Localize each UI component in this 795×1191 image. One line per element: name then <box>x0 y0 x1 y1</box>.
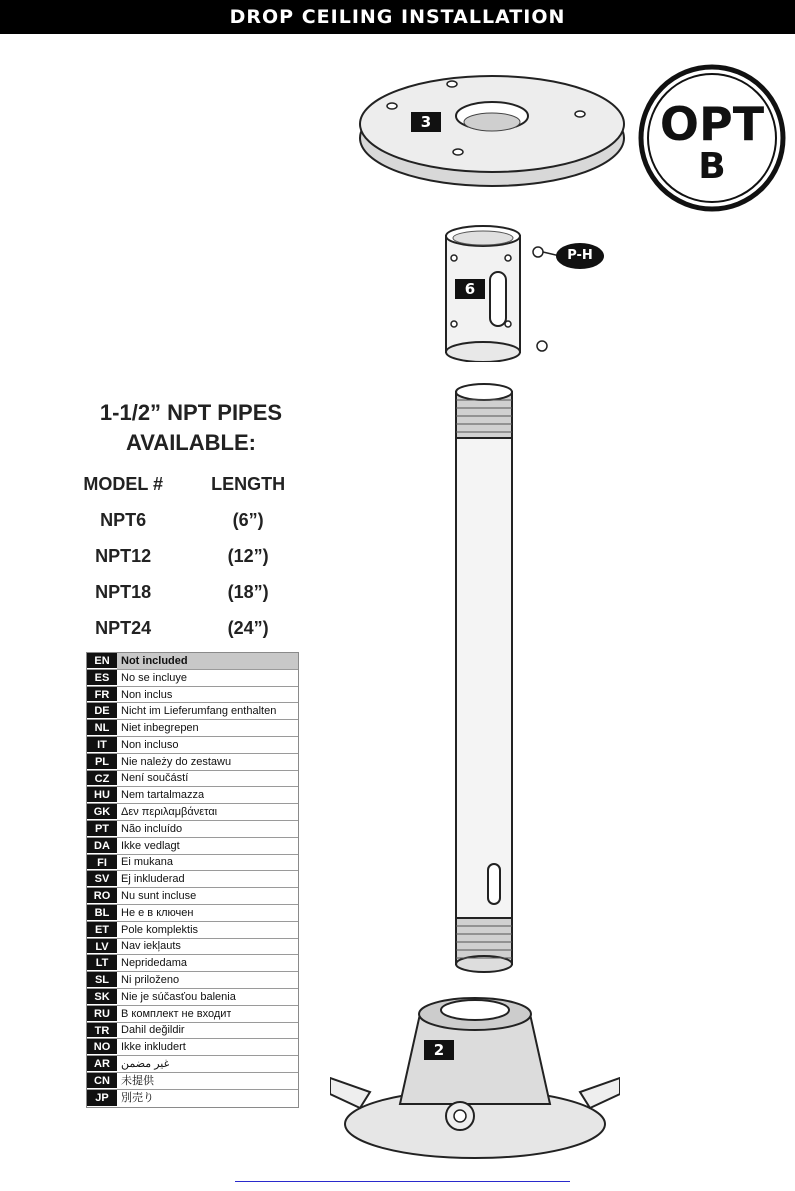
language-code: ET <box>87 922 117 938</box>
language-text: Nepridedama <box>121 957 188 970</box>
language-text: Ni priloženo <box>121 974 180 987</box>
language-text: Nu sunt incluse <box>121 890 197 903</box>
opt-badge-line2: B <box>698 146 726 187</box>
pipe-illustration <box>448 380 520 980</box>
language-code: JP <box>87 1090 117 1107</box>
not-included-language-table <box>86 652 299 1108</box>
language-code: FI <box>87 855 117 871</box>
ceiling-mount-base-illustration <box>330 984 620 1164</box>
pipe-model: NPT24 <box>95 617 152 638</box>
language-row <box>87 955 298 972</box>
part-3-label: 3 <box>411 112 441 132</box>
language-text: Non incluso <box>121 738 179 751</box>
language-row <box>87 871 298 888</box>
language-row <box>87 1056 298 1073</box>
language-code: SK <box>87 989 117 1005</box>
language-text: Nie je súčasťou balenia <box>121 990 236 1003</box>
npt-pipe-row <box>66 502 316 538</box>
npt-pipe-row <box>66 610 316 646</box>
language-row <box>87 1006 298 1023</box>
language-row <box>87 1039 298 1056</box>
language-code: CN <box>87 1073 117 1089</box>
footer-link-underline <box>235 1181 570 1182</box>
language-text: Nem tartalmazza <box>121 789 205 802</box>
language-code: TR <box>87 1023 117 1039</box>
part-2-label: 2 <box>424 1040 454 1060</box>
language-row <box>87 888 298 905</box>
language-row <box>87 720 298 737</box>
language-row <box>87 754 298 771</box>
pipe-length: (18”) <box>227 581 269 602</box>
language-code: NL <box>87 720 117 736</box>
part-6-label: 6 <box>455 279 485 299</box>
language-text: Не е в ключен <box>121 906 194 919</box>
language-row <box>87 787 298 804</box>
language-code: BL <box>87 905 117 921</box>
language-text: Ikke vedlagt <box>121 839 180 852</box>
language-row <box>87 670 298 687</box>
language-code: SL <box>87 972 117 988</box>
ph-screw-label: P-H <box>556 243 604 269</box>
language-row <box>87 838 298 855</box>
language-row <box>87 1073 298 1090</box>
language-code: SV <box>87 871 117 887</box>
language-row <box>87 972 298 989</box>
language-code: ES <box>87 670 117 686</box>
language-text: Pole komplektis <box>121 923 199 936</box>
language-row <box>87 653 298 670</box>
pipe-length: (24”) <box>227 617 269 638</box>
language-text: Não incluído <box>121 822 183 835</box>
pipe-length: (12”) <box>227 545 269 566</box>
npt-pipes-title <box>60 398 322 458</box>
pipe-model: NPT18 <box>95 581 152 602</box>
length-column-header: LENGTH <box>211 473 286 494</box>
npt-pipes-header-row <box>66 466 316 502</box>
language-row <box>87 737 298 754</box>
language-text: Není součástí <box>121 772 189 785</box>
language-text: Nicht im Lieferumfang enthalten <box>121 705 277 718</box>
language-row <box>87 703 298 720</box>
page-header <box>0 0 795 34</box>
language-text: Ei mukana <box>121 856 173 869</box>
language-row <box>87 1090 298 1107</box>
language-text: Δεν περιλαμβάνεται <box>121 806 218 819</box>
language-code: RU <box>87 1006 117 1022</box>
language-row <box>87 821 298 838</box>
page-title: DROP CEILING INSTALLATION <box>229 6 566 28</box>
npt-pipe-row <box>66 574 316 610</box>
npt-pipes-title-line1: 1-1/2” NPT PIPES <box>99 400 283 425</box>
npt-pipes-table <box>66 466 316 646</box>
language-text: Niet inbegrepen <box>121 722 199 735</box>
language-text: Non inclus <box>121 688 173 701</box>
ceiling-plate-illustration <box>352 56 632 196</box>
language-code: NO <box>87 1039 117 1055</box>
language-code: PL <box>87 754 117 770</box>
opt-badge-line1: OPT <box>659 97 765 151</box>
language-code: CZ <box>87 771 117 787</box>
language-text: Not included <box>121 654 188 667</box>
language-row <box>87 804 298 821</box>
language-text: Nie należy do zestawu <box>121 755 232 768</box>
language-row <box>87 855 298 872</box>
pipe-model: NPT12 <box>95 545 152 566</box>
language-code: DA <box>87 838 117 854</box>
language-code: GK <box>87 804 117 820</box>
language-text: Nav iekļauts <box>121 940 181 953</box>
language-row <box>87 939 298 956</box>
opt-b-badge <box>638 64 786 212</box>
language-text: 別売り <box>121 1092 154 1105</box>
language-row <box>87 922 298 939</box>
language-text: В комплект не входит <box>121 1007 232 1020</box>
language-text: Ej inkluderad <box>121 873 185 886</box>
language-row <box>87 771 298 788</box>
language-text: Dahil değildir <box>121 1024 185 1037</box>
language-code: LV <box>87 939 117 955</box>
language-code: HU <box>87 787 117 803</box>
pipe-model: NPT6 <box>100 509 147 530</box>
language-row <box>87 1023 298 1040</box>
npt-pipe-row <box>66 538 316 574</box>
language-row <box>87 687 298 704</box>
language-code: FR <box>87 687 117 703</box>
language-text: Ikke inkludert <box>121 1041 186 1054</box>
language-row <box>87 989 298 1006</box>
language-code: DE <box>87 703 117 719</box>
npt-pipes-title-line2: AVAILABLE: <box>126 430 256 455</box>
language-code: EN <box>87 653 117 669</box>
language-code: LT <box>87 955 117 971</box>
language-code: PT <box>87 821 117 837</box>
language-code: RO <box>87 888 117 904</box>
pipe-length: (6”) <box>232 509 264 530</box>
language-text: 未提供 <box>121 1074 154 1087</box>
language-code: AR <box>87 1056 117 1072</box>
language-text: No se incluye <box>121 671 188 684</box>
language-code: IT <box>87 737 117 753</box>
model-column-header: MODEL # <box>83 473 164 494</box>
language-text: غير مضمن <box>121 1058 170 1071</box>
language-row <box>87 905 298 922</box>
